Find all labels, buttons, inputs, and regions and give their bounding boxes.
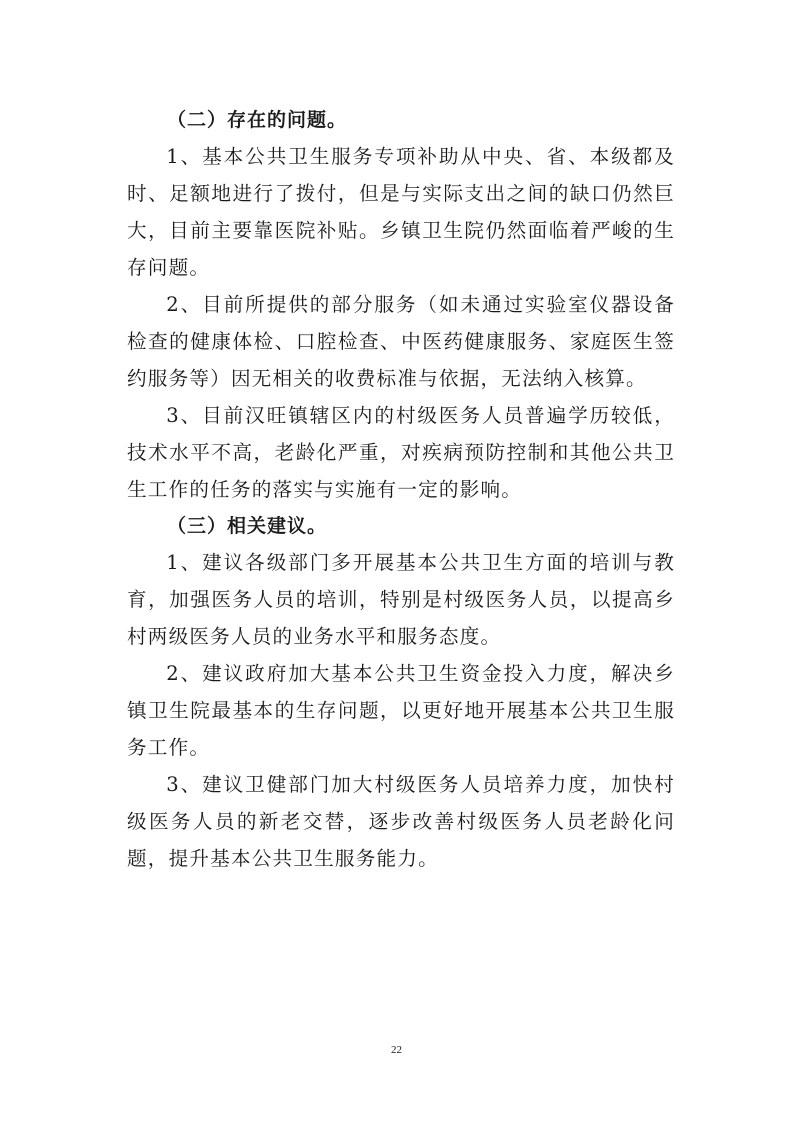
- paragraph-problem-3: 3、目前汉旺镇辖区内的村级医务人员普遍学历较低，技术水平不高，老龄化严重，对疾病预防控制和其他公共卫生工作的任务的落实与实施有一定的影响。: [127, 404, 675, 501]
- paragraph-problem-1: 1、基本公共卫生服务专项补助从中央、省、本级都及时、足额地进行了拨付，但是与实际支出之间的缺口仍然巨大，目前主要靠医院补贴。乡镇卫生院仍然面临着严峻的生存问题。: [127, 145, 675, 279]
- paragraph-suggestion-2: 2、建议政府加大基本公共卫生资金投入力度，解决乡镇卫生院最基本的生存问题，以更好地开展基本公共卫生服务工作。: [127, 662, 675, 759]
- section-heading-suggestions: （三）相关建议。: [167, 515, 328, 537]
- paragraph-suggestion-1: 1、建议各级部门多开展基本公共卫生方面的培训与教育，加强医务人员的培训，特别是村级医务人员，以提高乡村两级医务人员的业务水平和服务态度。: [127, 551, 675, 648]
- page-number: 22: [391, 1044, 402, 1056]
- page-content: [127, 102, 675, 877]
- paragraph-suggestion-3: 3、建议卫健部门加大村级医务人员培养力度，加快村级医务人员的新老交替，逐步改善村级医务人员老龄化问题，提升基本公共卫生服务能力。: [127, 773, 675, 870]
- paragraph-problem-2: 2、目前所提供的部分服务（如未通过实验室仪器设备检查的健康体检、口腔检查、中医药健康服务、家庭医生签约服务等）因无相关的收费标准与依据，无法纳入核算。: [127, 293, 675, 390]
- section-heading-problems: （二）存在的问题。: [167, 109, 348, 131]
